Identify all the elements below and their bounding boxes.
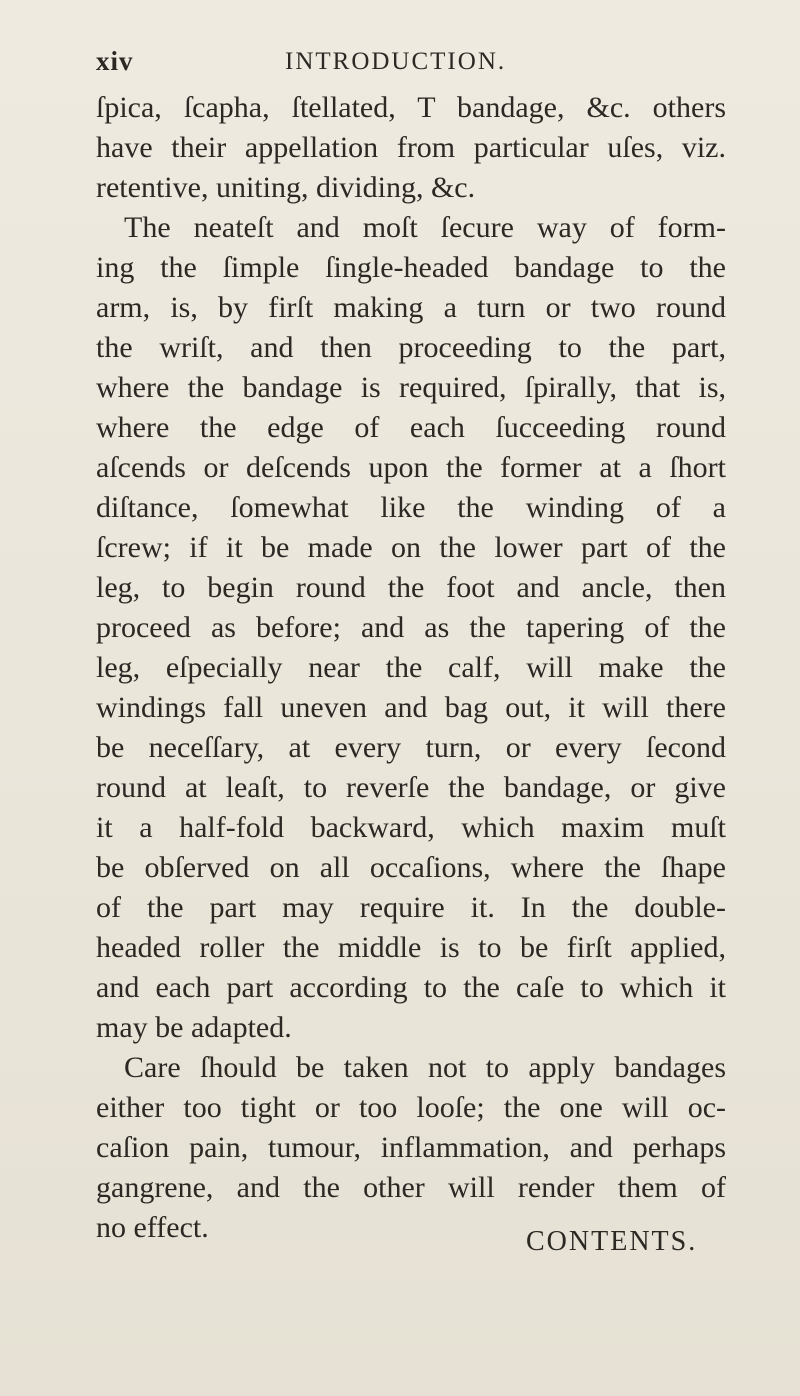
text-line: arm, is, by firſt making a turn or two round [96, 291, 726, 324]
text-line: may be adapted. [96, 1011, 292, 1044]
text-line: leg, to begin round the foot and ancle, then [96, 571, 726, 604]
text-line: round at leaſt, to reverſe the bandage, or give [96, 771, 726, 804]
text-line: have their appellation from particular uſes, viz. [96, 131, 726, 164]
text-line: either too tight or too looſe; the one will oc- [96, 1091, 726, 1124]
text-line: be neceſſary, at every turn, or every ſecond [96, 731, 726, 764]
running-title: INTRODUCTION. [285, 48, 507, 75]
text-line: and each part according to the caſe to which it [96, 971, 726, 1004]
catchword: CONTENTS. [526, 1226, 698, 1257]
text-line: gangrene, and the other will render them of [96, 1171, 726, 1204]
page-number: xiv [96, 46, 134, 76]
text-line: aſcends or deſcends upon the former at a ſhort [96, 451, 726, 484]
text-line: leg, eſpecially near the calf, will make the [96, 651, 726, 684]
text-line: where the edge of each ſucceeding round [96, 411, 726, 444]
body-text [96, 88, 726, 1248]
paragraph-first-line: Care ſhould be taken not to apply bandages [124, 1051, 726, 1084]
paragraph-first-line: The neateſt and moſt ſecure way of form- [124, 211, 726, 244]
text-line: of the part may require it. In the double- [96, 891, 726, 924]
text-line: the wriſt, and then proceeding to the part, [96, 331, 726, 364]
text-line: headed roller the middle is to be firſt applied, [96, 931, 726, 964]
text-line: where the bandage is required, ſpirally, that is, [96, 371, 726, 404]
running-head [0, 46, 800, 82]
text-line: proceed as before; and as the tapering of the [96, 611, 726, 644]
text-line: ſpica, ſcapha, ſtellated, T bandage, &c. others [96, 91, 726, 124]
text-line: ſcrew; if it be made on the lower part of the [96, 531, 726, 564]
text-line: caſion pain, tumour, inflammation, and perhaps [96, 1131, 726, 1164]
text-line: no effect. [96, 1211, 209, 1244]
text-line: it a half-fold backward, which maxim muſt [96, 811, 726, 844]
text-line: ing the ſimple ſingle-headed bandage to the [96, 251, 726, 284]
text-line: windings fall uneven and bag out, it will there [96, 691, 726, 724]
text-line: retentive, uniting, dividing, &c. [96, 171, 476, 204]
text-line: diſtance, ſomewhat like the winding of a [96, 491, 726, 524]
text-line: be obſerved on all occaſions, where the ſhape [96, 851, 726, 884]
